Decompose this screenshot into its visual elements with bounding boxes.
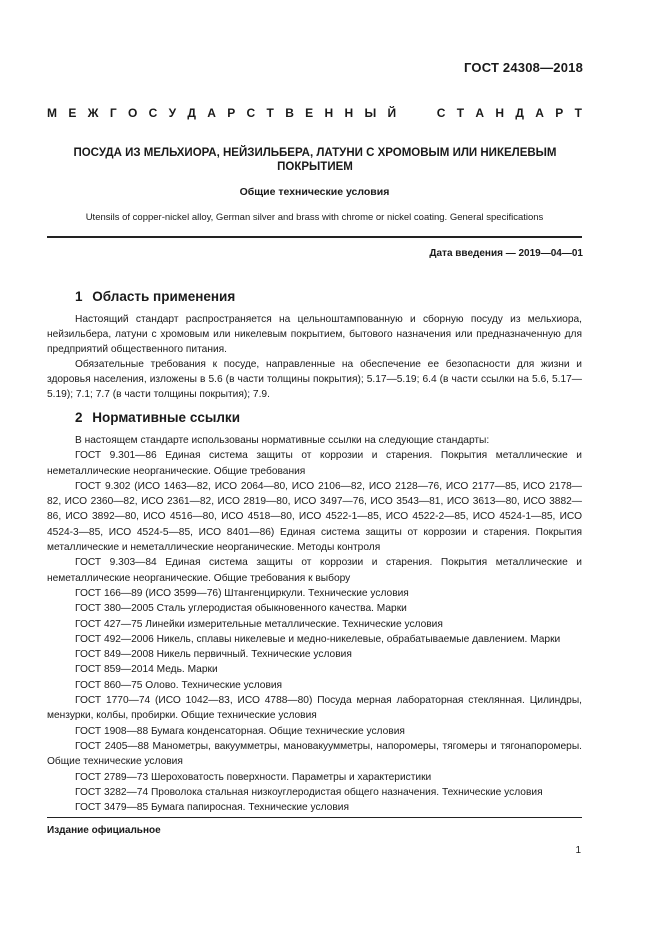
heading-letter: В	[285, 106, 294, 120]
heading-letter: Д	[187, 106, 196, 120]
heading-letter: А	[535, 106, 544, 120]
heading-letter: Ы	[364, 106, 377, 120]
interstate-standard-heading	[47, 106, 582, 120]
normative-references-list	[47, 433, 582, 815]
heading-letter: С	[246, 106, 256, 120]
heading-letter: Ж	[87, 106, 99, 120]
heading-letter: Р	[555, 106, 564, 120]
reference-intro: В настоящем стандарте использованы нормативные ссылки на следующие стандарты:	[75, 435, 490, 446]
heading-letter: А	[207, 106, 216, 120]
heading-letter: А	[475, 106, 485, 120]
word-gap	[407, 106, 425, 120]
heading-letter: Е	[305, 106, 314, 120]
reference-item: ГОСТ 166—89 (ИСО 3599—76) Штангенциркули. Технические условия	[75, 587, 409, 599]
reference-item: ГОСТ 849—2008 Никель первичный. Технические условия	[75, 649, 352, 661]
heading-letter: Р	[227, 106, 236, 120]
section-2-heading	[75, 410, 240, 425]
reference-item: ГОСТ 427—75 Линейки измерительные металлические. Технические условия	[75, 618, 443, 630]
top-divider	[47, 236, 582, 238]
reference-item: ГОСТ 3479—85 Бумага папиросная. Технические условия	[75, 802, 349, 814]
section-number: 2	[75, 410, 83, 425]
heading-letter: Т	[456, 106, 465, 120]
reference-item: ГОСТ 380—2005 Сталь углеродистая обыкновенного качества. Марки	[75, 603, 407, 615]
reference-item: ГОСТ 859—2014 Медь. Марки	[75, 664, 218, 676]
document-title: ПОСУДА ИЗ МЕЛЬХИОРА, НЕЙЗИЛЬБЕРА, ЛАТУНИ С ХРОМОВЫМ ИЛИ НИКЕЛЕВЫМ ПОКРЫТИЕМ	[73, 147, 557, 173]
reference-item: ГОСТ 2405—88 Манометры, вакуумметры, мановакуумметры, напоромеры, тягомеры и тягонапоромеры. Общие технические условия	[47, 740, 582, 768]
document-subtitle: Общие технические условия	[239, 186, 390, 198]
section-1-body	[47, 312, 582, 402]
reference-item: ГОСТ 1908—88 Бумага конденсаторная. Общие технические условия	[75, 725, 405, 737]
paragraph: Настоящий стандарт распространяется на цельноштампованную и сборную посуду из мельхиора, нейзильбера, латуни с хромовым или никелевым покрытием, бытового назначения или предназначенную для предприятий общественного питания.	[47, 314, 582, 355]
reference-item: ГОСТ 9.301—86 Единая система защиты от коррозии и старения. Покрытия металлические и неметаллические неорганические. Общие требования	[47, 450, 582, 477]
heading-letter: Г	[109, 106, 117, 120]
heading-letter: С	[148, 106, 158, 120]
reference-item: ГОСТ 860—75 Олово. Технические условия	[75, 679, 283, 691]
heading-letter: Н	[495, 106, 505, 120]
heading-letter: С	[436, 106, 446, 120]
english-title: Utensils of copper-nickel alloy, German silver and brass with chrome or nickel coating. General specifications	[85, 212, 544, 223]
reference-item: ГОСТ 3282—74 Проволока стальная низкоуглеродистая общего назначения. Технические условия	[75, 786, 543, 798]
reference-item: ГОСТ 1770—74 (ИСО 1042—83, ИСО 4788—80) Посуда мерная лабораторная стеклянная. Цилиндры, мензурки, колбы, пробирки. Общие технические условия	[47, 695, 582, 722]
heading-letter: Н	[324, 106, 334, 120]
official-edition-label: Издание официальное	[47, 825, 161, 836]
heading-letter: Д	[515, 106, 524, 120]
reference-item: ГОСТ 2789—73 Шероховатость поверхности. Параметры и характеристики	[75, 771, 432, 783]
heading-letter: Й	[387, 106, 397, 120]
section-1-heading	[75, 289, 235, 304]
heading-letter: М	[47, 106, 57, 120]
section-title: Нормативные ссылки	[92, 410, 240, 425]
heading-letter: Н	[344, 106, 354, 120]
heading-letter: О	[127, 106, 138, 120]
heading-letter: Е	[68, 106, 77, 120]
introduction-date: Дата введения — 2019—04—01	[429, 248, 583, 259]
reference-item: ГОСТ 9.302 (ИСО 1463—82, ИСО 2064—80, ИСО 2106—82, ИСО 2128—76, ИСО 2177—85, ИСО 2178—82, ИСО 2360—82, ИСО 2361—82, ИСО 2819—80, ИСО 3497—76, ИСО 3543—81, ИСО 3613—80, ИСО 3882—86, ИСО 3892—80, ИСО 4516—80, ИСО 4518—80, ИСО 4522-1—85, ИСО 4522-2—85, ИСО 4524-1—85, ИСО 4524-3—85, ИСО 4524-5—85, ИСО 8401—86) Единая система защиты от коррозии и старения. Покрытия металлические и неметаллические неорганические. Методы контроля	[47, 480, 582, 554]
heading-letter: У	[168, 106, 177, 120]
section-title: Область применения	[92, 289, 236, 304]
paragraph: Обязательные требования к посуде, направленные на обеспечение ее безопасности для жизни и здоровья населения, изложены в 5.6 (в части толщины покрытия); 5.17—5.19; 6.4 (в части ссылки на 5.6, 5.17—5.19); 7.1; 7.7 (в части толщины покрытия); 7.9.	[47, 359, 582, 400]
heading-letter: Т	[574, 106, 582, 120]
reference-item: ГОСТ 9.303—84 Единая система защиты от коррозии и старения. Покрытия металлические и неметаллические неорганические. Общие требования к выбору	[47, 557, 582, 584]
bottom-divider	[47, 817, 582, 818]
page-number: 1	[575, 845, 581, 856]
reference-item: ГОСТ 492—2006 Никель, сплавы никелевые и медно-никелевые, обрабатываемые давлением. Марки	[75, 633, 561, 645]
heading-letter: Т	[266, 106, 274, 120]
section-number: 1	[75, 289, 83, 304]
document-code: ГОСТ 24308—2018	[464, 60, 583, 75]
